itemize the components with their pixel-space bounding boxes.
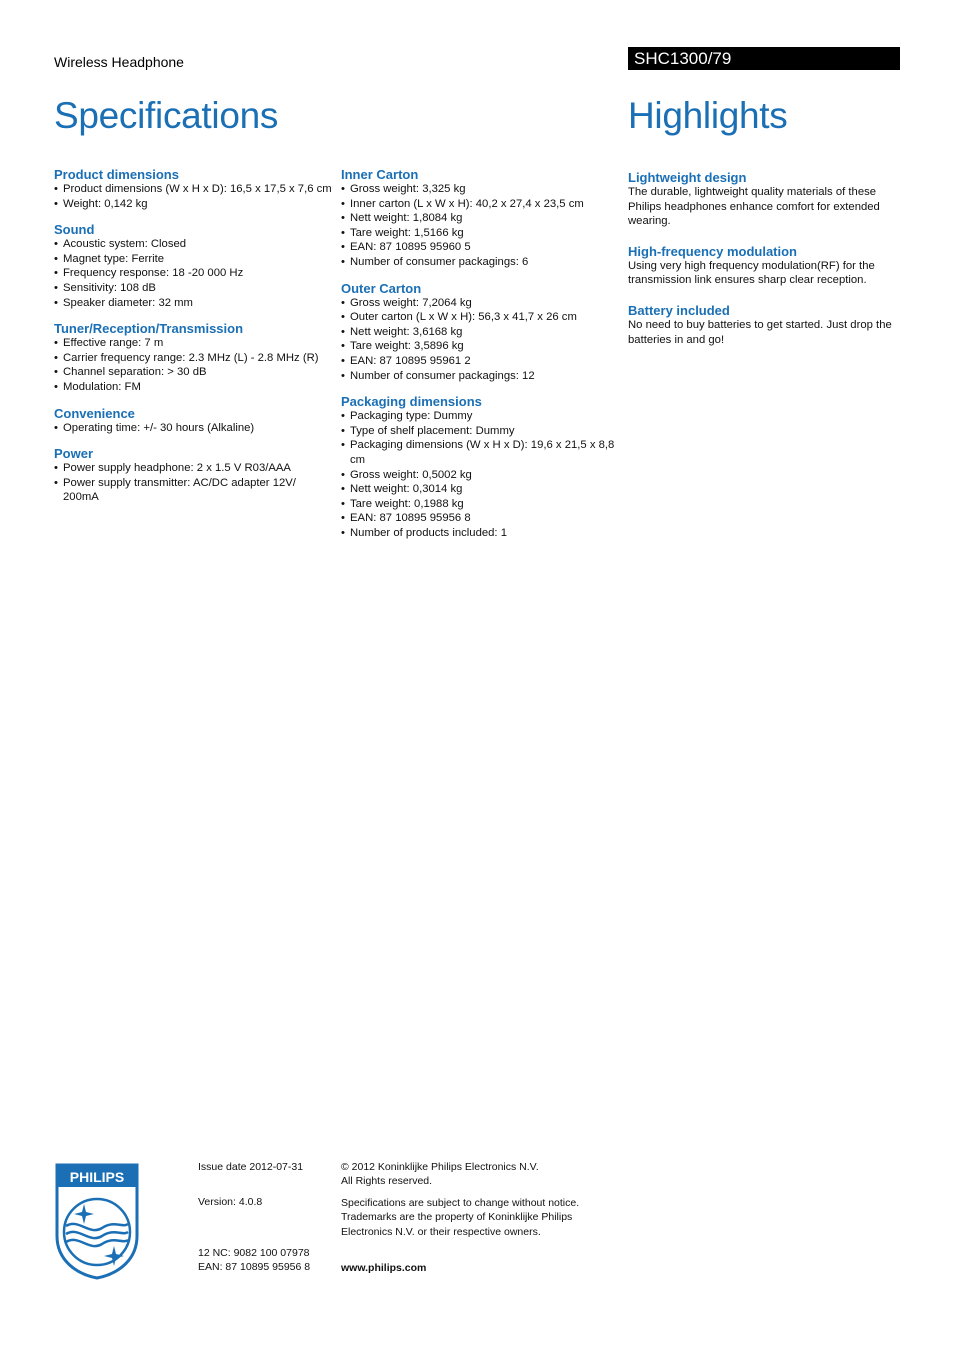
spec-section-convenience (54, 406, 334, 436)
spec-section-packaging-dimensions (341, 394, 621, 540)
spec-item: • Effective range: 7 m (54, 336, 334, 351)
specs-column-middle (341, 167, 621, 551)
highlight-text: Using very high frequency modulation(RF) for the transmission link ensures sharp clear reception. (628, 259, 875, 287)
spec-item: • Channel separation: > 30 dB (54, 365, 334, 380)
section-title: Tuner/Reception/Transmission (54, 321, 244, 337)
highlight-title: Battery included (628, 302, 730, 318)
spec-item: • Number of consumer packagings: 6 (341, 255, 621, 270)
spec-section-inner-carton (341, 167, 621, 270)
highlight-title: Lightweight design (628, 170, 747, 185)
spec-item: • Magnet type: Ferrite (54, 252, 334, 267)
spec-item: • Gross weight: 3,325 kg (341, 182, 621, 197)
highlight-lightweight-design (628, 170, 900, 229)
spec-item: • Nett weight: 3,6168 kg (341, 325, 621, 340)
trademark-line: Trademarks are the property of Koninklijke Philips (341, 1211, 573, 1224)
spec-item: • Number of consumer packagings: 12 (341, 369, 621, 384)
spec-item: • Gross weight: 7,2064 kg (341, 296, 621, 311)
spec-item: • Sensitivity: 108 dB (54, 281, 334, 296)
highlights-column (628, 170, 900, 362)
section-title: Product dimensions (54, 167, 179, 182)
spec-section-product-dimensions (54, 167, 334, 211)
highlight-battery-included (628, 303, 900, 347)
philips-logo (54, 1162, 140, 1280)
spec-section-sound (54, 222, 334, 310)
owners-line: Electronics N.V. or their respective owners. (341, 1225, 541, 1238)
spec-item: • Operating time: +/- 30 hours (Alkaline) (54, 421, 334, 436)
footer-meta (198, 1160, 334, 1275)
spec-item: • Outer carton (L x W x H): 56,3 x 41,7 x 26 cm (341, 310, 621, 325)
spec-item: • EAN: 87 10895 95961 2 (341, 354, 621, 369)
ean-number: EAN: 87 10895 95956 8 (198, 1261, 311, 1274)
spec-section-outer-carton (341, 281, 621, 384)
spec-item: • Speaker diameter: 32 mm (54, 296, 334, 311)
spec-item: • Inner carton (L x W x H): 40,2 x 27,4 x 23,5 cm (341, 197, 621, 212)
model-number-bar: SHC1300/79 (628, 47, 900, 70)
copyright-line: © 2012 Koninklijke Philips Electronics N.V. (341, 1161, 539, 1173)
nc-number: 12 NC: 9082 100 07978 (198, 1246, 310, 1259)
section-title: Convenience (54, 405, 135, 421)
spec-item: • Acoustic system: Closed (54, 237, 334, 252)
spec-section-power (54, 446, 334, 505)
highlight-text: No need to buy batteries to get started. Just drop the batteries in and go! (628, 318, 892, 346)
rights-line: All Rights reserved. (341, 1175, 433, 1188)
spec-section-tuner (54, 321, 334, 394)
version: Version: 4.0.8 (198, 1196, 263, 1209)
website-link[interactable]: www.philips.com (341, 1262, 427, 1275)
spec-item: • Nett weight: 1,8084 kg (341, 211, 621, 226)
highlight-text: The durable, lightweight quality materials of these Philips headphones enhance comfort for extended wearing. (628, 186, 880, 228)
section-title: Power (54, 446, 94, 462)
spec-item: • Modulation: FM (54, 380, 334, 395)
issue-date: Issue date 2012-07-31 (198, 1161, 304, 1173)
specifications-title: Specifications (54, 95, 279, 136)
spec-item: • Weight: 0,142 kg (54, 197, 334, 212)
section-title: Inner Carton (341, 167, 419, 182)
spec-item: • EAN: 87 10895 95960 5 (341, 240, 621, 255)
spec-item: • Carrier frequency range: 2.3 MHz (L) - 2.8 MHz (R) (54, 351, 334, 366)
spec-item: • Packaging type: Dummy (341, 409, 621, 424)
section-title: Packaging dimensions (341, 394, 482, 410)
spec-item: • Tare weight: 0,1988 kg (341, 497, 621, 512)
highlights-title: Highlights (628, 95, 788, 136)
spec-item: • Number of products included: 1 (341, 526, 621, 541)
specs-column-left (54, 167, 334, 516)
spec-item: • Frequency response: 18 -20 000 Hz (54, 266, 334, 281)
footer-legal (341, 1160, 601, 1275)
document-category: Wireless Headphone (54, 54, 184, 70)
section-title: Sound (54, 222, 95, 238)
spec-item: • Tare weight: 1,5166 kg (341, 226, 621, 241)
spec-item: • Type of shelf placement: Dummy (341, 424, 621, 439)
logo-text: PHILIPS (69, 1169, 125, 1185)
section-title: Outer Carton (341, 280, 422, 296)
spec-item: • Product dimensions (W x H x D): 16,5 x 17,5 x 7,6 cm (54, 182, 334, 197)
spec-item: • Tare weight: 3,5896 kg (341, 339, 621, 354)
notice-line: Specifications are subject to change without notice. (341, 1196, 580, 1209)
highlight-high-frequency-modulation (628, 244, 900, 288)
highlight-title: High-frequency modulation (628, 243, 797, 259)
spec-item: • Packaging dimensions (W x H x D): 19,6 x 21,5 x 8,8 cm (341, 438, 621, 467)
spec-item: • EAN: 87 10895 95956 8 (341, 511, 621, 526)
spec-item: • Gross weight: 0,5002 kg (341, 468, 621, 483)
spec-item: • Nett weight: 0,3014 kg (341, 482, 621, 497)
spec-item: • Power supply headphone: 2 x 1.5 V R03/AAA (54, 461, 334, 476)
spec-item: • Power supply transmitter: AC/DC adapter 12V/ 200mA (54, 476, 334, 505)
